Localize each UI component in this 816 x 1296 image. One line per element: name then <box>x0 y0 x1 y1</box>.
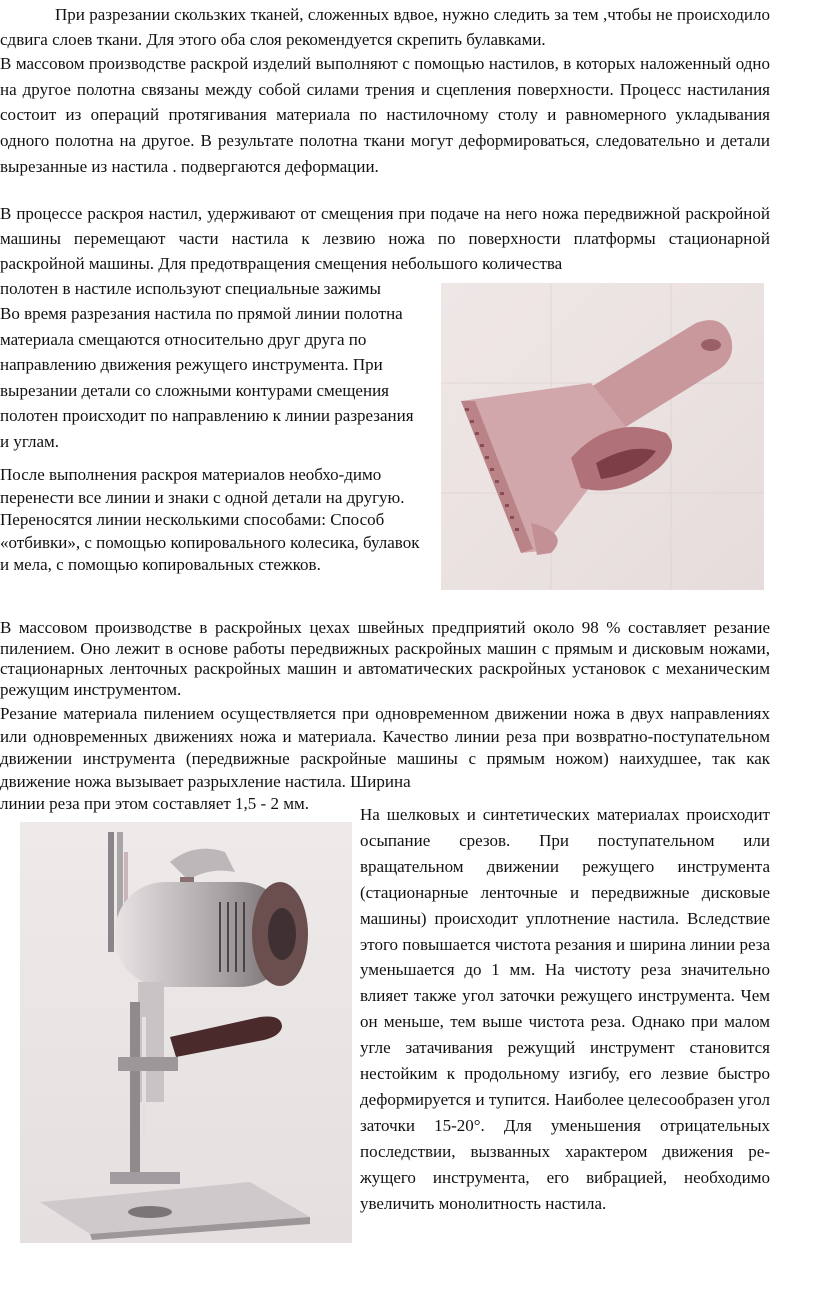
paragraph-cut-width: линии реза при этом составляет 1,5 - 2 мм. <box>0 794 309 813</box>
cutting-machine-icon <box>20 822 352 1243</box>
fabric-clamp-icon <box>441 283 764 590</box>
cutting-machine-photo <box>20 822 352 1243</box>
paragraph-cutting-process-end: полотен в настиле используют специальные зажимы <box>0 279 381 298</box>
paragraph-straight-cut: Во время разрезания настила по прямой линии полотна материала смещаются относительно друг друга по направлению движения режущего инструмента. При вырезании детали со сложными контурами смещения полотен происходит по направлению к линии разрезания и углам. <box>0 304 414 451</box>
paragraph-synthetic-materials: На шелковых и синтетических материалах происходит осыпание срезов. При поступательном или вращательном движении режущего инструмента (стационарные ленточные и передвижные дисковые машины) происходит уплотнение настила. Вследствие этого повышается чистота резания и ширина линии реза уменьшается до 1 мм. На чистоту реза значительно влияет также угол заточки режущего инструмента. Чем он меньше, тем выше чистота реза. Однако при малом угле затачивания режущий инструмент становится нестойким к продольному изгибу, его лезвие быстро деформируется и тупится. Наиболее целесообразен угол заточки 15-20°. Для уменьшения отрицательных последствии, вызванных характером движения ре- жущего инструмента, его вибрацией, необходимо увеличить монолитность настила. <box>360 805 770 1213</box>
paragraph-cut-quality: Резание материала пилением осуществляется при одновременном движении ножа в двух направлениях или одновременных движениях ножа и материала. Качество линии реза при возвратно-поступательном движении инструмента (передвижные раскройные машины с прямым ножом) наихудшее, так как движение ножа вызывает разрыхление настила. Ширина <box>0 704 770 792</box>
paragraph-intro <box>0 2 770 52</box>
paragraph-line-transfer: После выполнения раскроя материалов необхо-димо перенести все линии и знаки с одной детали на другую. Переносятся линии несколькими способами: Способ «отбивки», с помощью копировального колесика, булавок и мела, с помощью копировальных стежков. <box>0 465 420 574</box>
paragraph-intro-text: При разрезании скользких тканей, сложенных вдвое, нужно следить за тем ,чтобы не происходило сдвига слоев ткани. Для этого оба слоя рекомендуется скрепить булавками. <box>0 5 770 49</box>
clamp-photo <box>441 283 764 590</box>
paragraph-cutting-process: В процессе раскроя настил, удерживают от смещения при подаче на него ножа передвижной раскройной машины перемещают части настила к лезвию ножа по поверхности платформы стационарной раскройной машины. Для предотвращения смещения небольшого количества <box>0 204 770 273</box>
paragraph-mass-production: В массовом производстве раскрой изделий выполняют с помощью настилов, в которых наложенный одно на другое полотна связаны между собой силами трения и сцепления поверхности. Процесс настилания состоит из операций протягивания материала по настилочному столу и равномерного укладывания одного полотна на другое. В результате полотна ткани могут деформироваться, следовательно и детали вырезанные из настила . подвергаются деформации. <box>0 54 770 176</box>
paragraph-sawing: В массовом производстве в раскройных цехах швейных предприятий около 98 % составляет резание пилением. Оно лежит в основе работы передвижных раскройных машин с прямым и дисковым ножами, стационарных ленточных раскройных машин и автоматических раскройных установок с механическим режущим инструментом. <box>0 618 770 699</box>
